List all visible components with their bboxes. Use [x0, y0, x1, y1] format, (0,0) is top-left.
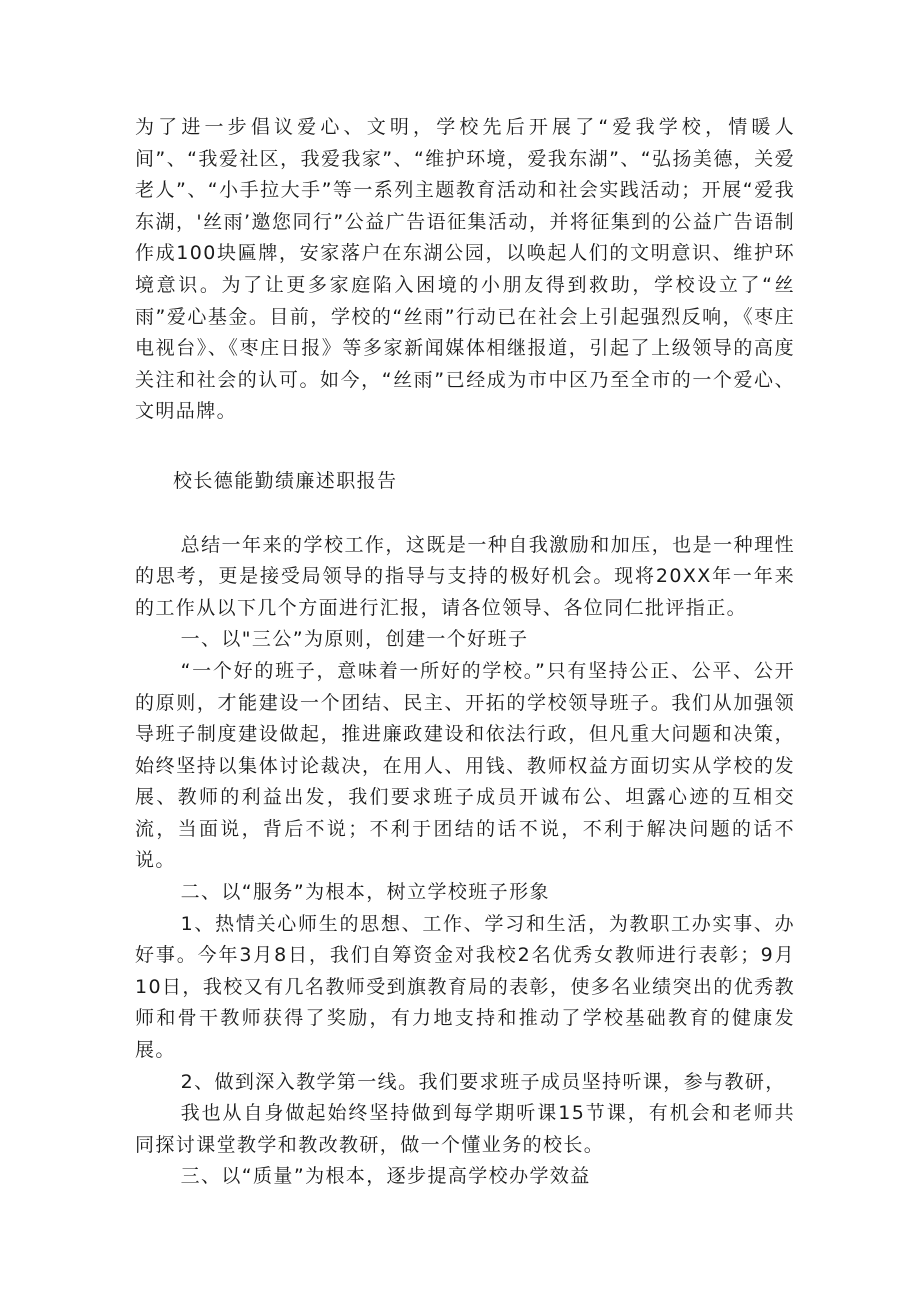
section-heading-three: 三、以“质量”为根本，逐步提高学校办学效益	[180, 1165, 591, 1188]
body-paragraph: 2、做到深入教学第一线。我们要求班子成员坚持听课，参与教研，	[180, 1070, 786, 1093]
body-paragraph: 我也从自身做起始终坚持做到每学期听课15节课，有机会和老师共同探讨课堂教学和教改教研，做一个懂业务的校长。	[135, 1102, 795, 1156]
body-paragraph: “一个好的班子，意味着一所好的学校。”只有坚持公正、公平、公开的原则，才能建设一个团结、民主、开拓的学校领导班子。我们从加强领导班子制度建设做起，推进廉政建设和依法行政，但凡重大问题和决策，始终坚持以集体讨论裁决，在用人、用钱、教师权益方面切实从学校的发展、教师的利益出发，我们要求班子成员开诚布公、坦露心迹的互相交流，当面说，背后不说；不利于团结的话不说，不利于解决问题的话不说。	[135, 659, 795, 872]
intro-paragraph: 为了进一步倡议爱心、文明，学校先后开展了“爱我学校，情暖人间”、“我爱社区，我爱我家”、“维护环境，爱我东湖”、“弘扬美德，关爱老人”、“小手拉大手”等一系列主题教育活动和社会实践活动；开展“爱我东湖，'丝雨’邀您同行”公益广告语征集活动，并将征集到的公益广告语制作成100块匾牌，安家落户在东湖公园，以唤起人们的文明意识、维护环境意识。为了让更多家庭陷入困境的小朋友得到救助，学校设立了“丝雨”爱心基金。目前，学校的“丝雨”行动已在社会上引起强烈反响，《枣庄电视台》、《枣庄日报》等多家新闻媒体相继报道，引起了上级领导的高度关注和社会的认可。如今，“丝雨”已经成为市中区乃至全市的一个爱心、文明品牌。	[135, 116, 795, 423]
report-title: 校长德能勤绩廉述职报告	[173, 469, 398, 492]
summary-paragraph: 总结一年来的学校工作，这既是一种自我激励和加压，也是一种理性的思考，更是接受局领导的指导与支持的极好机会。现将20XX年一年来的工作从以下几个方面进行汇报，请各位领导、各位同仁批评指正。	[135, 533, 795, 619]
section-heading-one: 一、以"三公”为原则，创建一个好班子	[180, 628, 529, 651]
section-gap	[135, 428, 795, 466]
body-paragraph: 1、热情关心师生的思想、工作、学习和生活，为教职工办实事、办好事。今年3月8日，我们自筹资金对我校2名优秀女教师进行表彰；9月10日，我校又有几名教师受到旗教育局的表彰，使多名业绩突出的优秀教师和骨干教师获得了奖励，有力地支持和推动了学校基础教育的健康发展。	[135, 912, 795, 1062]
document-body	[135, 112, 795, 1193]
section-heading-two: 二、以“服务”为根本，树立学校班子形象	[180, 881, 550, 904]
section-gap	[135, 498, 795, 530]
